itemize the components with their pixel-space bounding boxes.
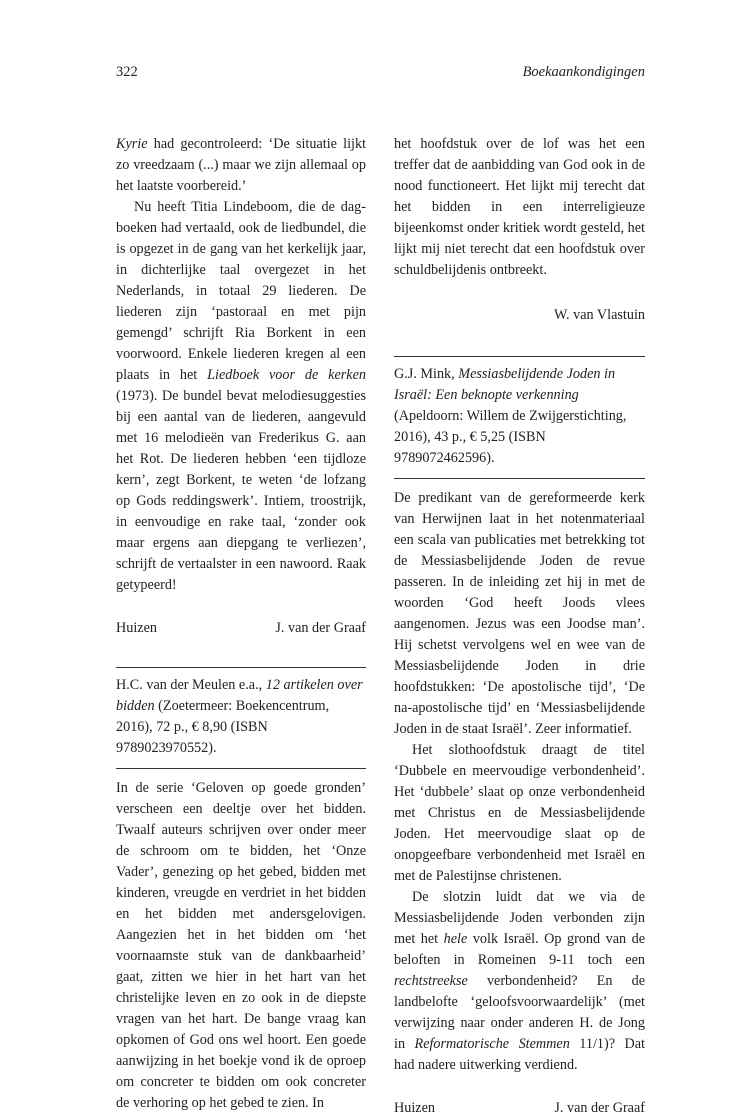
signature-author: J. van der Graaf [275, 620, 366, 636]
book-details: (Apeldoorn: Willem de Zwijgerstichting, 2016), 43 p., € 5,25 (ISBN 9789072462596). [394, 408, 627, 466]
page-number: 322 [116, 64, 138, 80]
book-authors: G.J. Mink, [394, 366, 459, 382]
review-paragraph [394, 887, 645, 1076]
book-entry [394, 357, 645, 478]
right-column [394, 134, 645, 1119]
left-column [116, 134, 366, 1114]
review-signature [394, 1098, 645, 1119]
italic-text: hele [443, 931, 468, 947]
book-entry [116, 668, 366, 768]
review-signature [394, 305, 645, 326]
divider [394, 478, 645, 479]
italic-text: Reformatorische Stemmen [414, 1036, 570, 1052]
paragraph-text: De slotzin luidt dat we via de Messiasbelijdende Joden verbonden zijn met het [394, 889, 645, 947]
review-paragraph: In de serie ‘Geloven op goede gronden’ verscheen een deeltje over het bidden. Twaalf auteurs schrijven over onder meer de schroom om te bidden, het ‘Onze Vader’, genezing op het gebed, bidden met kinderen, vreugde en verdriet in het bidden en het bidden met andersgelovigen. Aangezien het in het bidden om ‘het voornaamste stuk van de dankbaarheid’ gaat, zitten we hier in het hart van het christelijke leven en zo ook in de diepste vragen van het hart. De bange vraag kan opkomen of God ons wel hoort. Een goede aanwijzing in het boekje vond ik de oproep om concreter te bidden om ook concreter de verhoring op het gebed te zien. In [116, 780, 366, 1111]
book-title: 12 artikelen over bidden [116, 677, 363, 714]
book-title: Messiasbelijdende Joden in Israël: Een beknopte verkenning [394, 366, 616, 403]
paragraph-text: had gecontroleerd: ‘De situatie lijkt zo vreedzaam (...) maar we zijn allemaal op het laatste voorbereid.’ [116, 136, 366, 194]
divider [116, 768, 366, 769]
paragraph-text: (1973). De bundel bevat melodiesuggesties bij een aantal van de liederen, aangevuld met 16 melodieën van Frederikus G. aan het Rot. De liederen hebben ‘een tijdloze kern’, zegt Borkent, te weten ‘de lofzang op Gods reddingswerk’. Intiem, troostrijk, in eenvoudige en rake taal, ‘zonder ook maar ergens aan diepgang te verliezen’, schrijft de vertaalster in een nawoord. Raak getypeerd! [116, 388, 366, 593]
review-paragraph [116, 197, 366, 596]
review-paragraph: het hoofdstuk over de lof was het een treffer dat de aanbidding van God ook in de nood functioneert. Het lijkt mij terecht dat het bidden in een interreligieuze bijeenkomst onder kritiek wordt gesteld, het lijkt mij niet terecht dat een hoofdstuk over schuldbelijdenis ontbreekt. [394, 136, 645, 278]
italic-text: Liedboek voor de kerken [207, 367, 366, 383]
paragraph-text: volk Israël. Op grond van de beloften in Romeinen 9-11 toch een [394, 931, 646, 968]
italic-text: Kyrie [116, 136, 148, 152]
signature-place: Huizen [394, 1100, 435, 1116]
paragraph-text: 11/1)? Dat had nadere uitwerking verdiend. [394, 1036, 645, 1073]
signature-author: J. van der Graaf [554, 1100, 645, 1116]
signature-place: Huizen [116, 620, 157, 636]
paragraph-text: Nu heeft Titia Lindeboom, die de dagboeken had vertaald, ook de liedbundel, die is opgezet in de gang van het kerkelijk jaar, in dichterlijke taal overgezet in het Nederlands, in totaal 29 liederen. De liederen zijn ‘pastoraal en met pijn gemengd’ schrijft Ria Borkent in een voorwoord. Enkele liederen kregen al een plaats in het [116, 199, 366, 383]
signature-author: W. van Vlastuin [553, 307, 645, 323]
paragraph-text: verbondenheid? En de landbelofte ‘geloofsvoorwaardelijk’ (met verwijzing naar onder anderen H. de Jong in [394, 973, 645, 1052]
running-head: Boekaankondigingen [522, 64, 645, 80]
review-signature [116, 618, 366, 639]
book-authors: H.C. van der Meulen e.a., [116, 677, 266, 693]
italic-text: rechtstreekse [394, 973, 468, 989]
review-paragraph: Het slothoofdstuk draagt de titel ‘Dubbele en meervoudige verbondenheid’. Het ‘dubbele’ slaat op onze verbondenheid met Christus en de Messiasbelijdende Joden. Het meervoudige slaat op de onopgeefbare verbondenheid met Israël en met de Palestijnse christenen. [394, 742, 645, 884]
review-paragraph [116, 134, 366, 197]
book-details: (Zoetermeer: Boekencentrum, 2016), 72 p., € 8,90 (ISBN 9789023970552). [116, 698, 330, 756]
review-paragraph: De predikant van de gereformeerde kerk van Herwijnen laat in het notenmateriaal een scala van publicaties met betrekking tot de Messiasbelijdende Joden de revue passeren. In de inleiding zet hij in met de woorden ‘God heeft Joods vlees aangenomen. Jezus was een Joodse man’. Hij schetst vervolgens wel en wee van de Messiasbelijdende Joden in drie hoofdstukken: ‘De apostolische tijd’, ‘De na-apostolische tijd’ en ‘Messiasbelijdende Joden in de staat Israël’. Zeer informatief. [394, 490, 645, 737]
